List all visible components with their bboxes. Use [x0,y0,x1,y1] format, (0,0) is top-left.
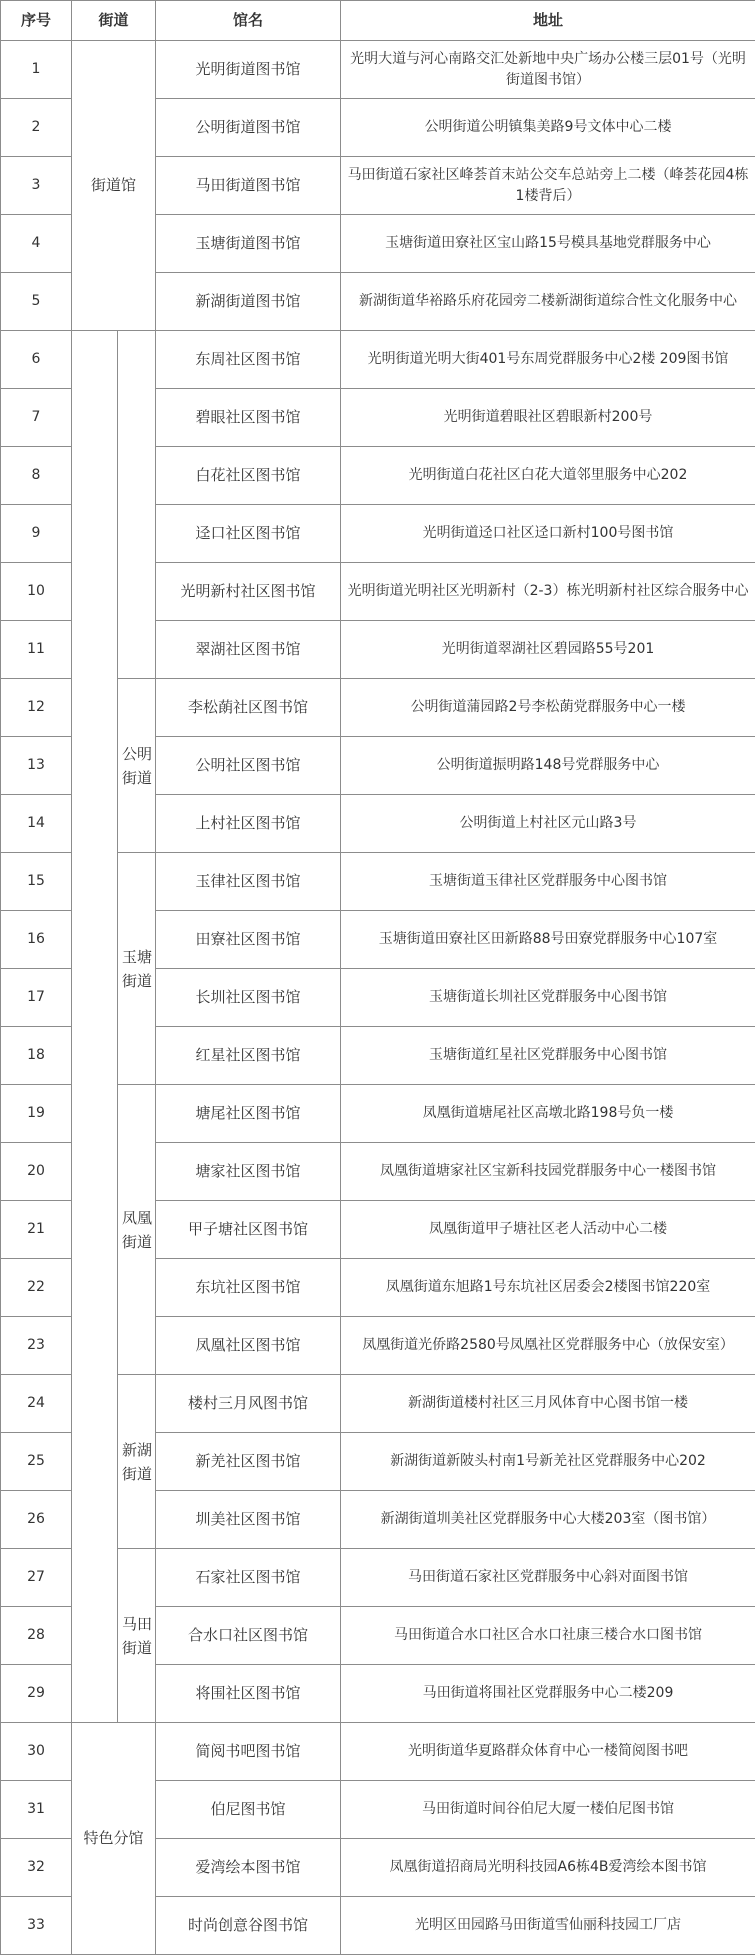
library-name: 玉塘街道图书馆 [156,215,341,273]
row-number: 10 [1,563,72,621]
row-number: 23 [1,1317,72,1375]
library-address: 马田街道将围社区党群服务中心二楼209 [341,1665,755,1723]
row-number: 26 [1,1491,72,1549]
library-address: 凤凰街道东旭路1号东坑社区居委会2楼图书馆220室 [341,1259,755,1317]
row-number: 25 [1,1433,72,1491]
row-number: 11 [1,621,72,679]
row-number: 4 [1,215,72,273]
library-address: 凤凰街道甲子塘社区老人活动中心二楼 [341,1201,755,1259]
subgroup-label: 马田街道 [122,1612,152,1660]
row-number: 14 [1,795,72,853]
header-address: 地址 [341,1,755,41]
library-address: 公明街道公明镇集美路9号文体中心二楼 [341,99,755,157]
row-number: 7 [1,389,72,447]
subgroup-label: 公明街道 [122,742,152,790]
library-name: 红星社区图书馆 [156,1027,341,1085]
library-name: 长圳社区图书馆 [156,969,341,1027]
row-number: 32 [1,1839,72,1897]
library-address: 凤凰街道塘尾社区高墩北路198号负一楼 [341,1085,755,1143]
row-number: 29 [1,1665,72,1723]
row-number: 12 [1,679,72,737]
subgroup-guangming [118,331,156,679]
header-street: 街道 [72,1,156,41]
library-address: 公明街道上村社区元山路3号 [341,795,755,853]
library-address: 马田街道石家社区峰荟首末站公交车总站旁上二楼（峰荟花园4栋1楼背后） [341,157,755,215]
subgroup-label: 玉塘街道 [122,945,152,993]
library-address: 光明街道碧眼社区碧眼新村200号 [341,389,755,447]
library-name: 新羌社区图书馆 [156,1433,341,1491]
library-address: 光明大道与河心南路交汇处新地中央广场办公楼三层01号（光明街道图书馆） [341,41,755,99]
library-address: 马田街道石家社区党群服务中心斜对面图书馆 [341,1549,755,1607]
library-name: 凤凰社区图书馆 [156,1317,341,1375]
group-special: 特色分馆 [72,1723,156,1955]
library-address: 公明街道蒲园路2号李松蓢党群服务中心一楼 [341,679,755,737]
library-name: 塘家社区图书馆 [156,1143,341,1201]
subgroup-label: 新湖街道 [122,1438,152,1486]
library-name: 光明新村社区图书馆 [156,563,341,621]
library-address: 光明街道光明大街401号东周党群服务中心2楼 209图书馆 [341,331,755,389]
subgroup-yutang [118,853,156,1085]
subgroup-matian [118,1549,156,1723]
library-address: 光明区田园路马田街道雪仙丽科技园工厂店 [341,1897,755,1955]
library-address: 新湖街道圳美社区党群服务中心大楼203室（图书馆） [341,1491,755,1549]
library-name: 简阅书吧图书馆 [156,1723,341,1781]
row-number: 9 [1,505,72,563]
library-name: 合水口社区图书馆 [156,1607,341,1665]
library-address: 光明街道迳口社区迳口新村100号图书馆 [341,505,755,563]
library-name: 楼村三月风图书馆 [156,1375,341,1433]
row-number: 28 [1,1607,72,1665]
library-address: 光明街道白花社区白花大道邻里服务中心202 [341,447,755,505]
library-name: 公明街道图书馆 [156,99,341,157]
library-name: 东周社区图书馆 [156,331,341,389]
subgroup-gongming [118,679,156,853]
library-name: 伯尼图书馆 [156,1781,341,1839]
row-number: 31 [1,1781,72,1839]
table-row [1,41,755,99]
header-row [1,1,755,41]
library-address: 光明街道光明社区光明新村（2-3）栋光明新村社区综合服务中心 [341,563,755,621]
library-address: 凤凰街道招商局光明科技园A6栋4B爱湾绘本图书馆 [341,1839,755,1897]
row-number: 24 [1,1375,72,1433]
library-name: 白花社区图书馆 [156,447,341,505]
library-address: 玉塘街道田寮社区宝山路15号模具基地党群服务中心 [341,215,755,273]
community-group-spacer [72,331,118,1723]
header-seq: 序号 [1,1,72,41]
subgroup-fenghuang [118,1085,156,1375]
library-address: 公明街道振明路148号党群服务中心 [341,737,755,795]
table-row [1,331,755,389]
row-number: 15 [1,853,72,911]
library-name: 甲子塘社区图书馆 [156,1201,341,1259]
library-address: 马田街道时间谷伯尼大厦一楼伯尼图书馆 [341,1781,755,1839]
row-number: 13 [1,737,72,795]
library-address: 光明街道华夏路群众体育中心一楼简阅图书吧 [341,1723,755,1781]
row-number: 2 [1,99,72,157]
library-name: 塘尾社区图书馆 [156,1085,341,1143]
library-name: 马田街道图书馆 [156,157,341,215]
table-row [1,1723,755,1781]
library-address: 光明街道翠湖社区碧园路55号201 [341,621,755,679]
row-number: 20 [1,1143,72,1201]
row-number: 22 [1,1259,72,1317]
row-number: 19 [1,1085,72,1143]
library-address: 新湖街道华裕路乐府花园旁二楼新湖街道综合性文化服务中心 [341,273,755,331]
library-name: 碧眼社区图书馆 [156,389,341,447]
row-number: 30 [1,1723,72,1781]
library-address: 凤凰街道光侨路2580号凤凰社区党群服务中心（放保安室） [341,1317,755,1375]
library-name: 新湖街道图书馆 [156,273,341,331]
library-address: 玉塘街道长圳社区党群服务中心图书馆 [341,969,755,1027]
library-name: 迳口社区图书馆 [156,505,341,563]
library-address: 新湖街道楼村社区三月风体育中心图书馆一楼 [341,1375,755,1433]
library-name: 上村社区图书馆 [156,795,341,853]
library-name: 圳美社区图书馆 [156,1491,341,1549]
group-street-library: 街道馆 [72,41,156,331]
row-number: 8 [1,447,72,505]
library-name: 东坑社区图书馆 [156,1259,341,1317]
library-name: 时尚创意谷图书馆 [156,1897,341,1955]
library-name: 玉律社区图书馆 [156,853,341,911]
library-address: 玉塘街道田寮社区田新路88号田寮党群服务中心107室 [341,911,755,969]
library-address: 新湖街道新陂头村南1号新羌社区党群服务中心202 [341,1433,755,1491]
row-number: 17 [1,969,72,1027]
row-number: 27 [1,1549,72,1607]
row-number: 33 [1,1897,72,1955]
library-name: 光明街道图书馆 [156,41,341,99]
library-address: 玉塘街道玉律社区党群服务中心图书馆 [341,853,755,911]
library-name: 爱湾绘本图书馆 [156,1839,341,1897]
library-name: 田寮社区图书馆 [156,911,341,969]
library-address: 凤凰街道塘家社区宝新科技园党群服务中心一楼图书馆 [341,1143,755,1201]
row-number: 21 [1,1201,72,1259]
row-number: 5 [1,273,72,331]
subgroup-label: 凤凰街道 [122,1206,152,1254]
row-number: 1 [1,41,72,99]
library-name: 石家社区图书馆 [156,1549,341,1607]
row-number: 18 [1,1027,72,1085]
header-name: 馆名 [156,1,341,41]
library-name: 翠湖社区图书馆 [156,621,341,679]
library-address: 玉塘街道红星社区党群服务中心图书馆 [341,1027,755,1085]
library-address: 马田街道合水口社区合水口社康三楼合水口图书馆 [341,1607,755,1665]
row-number: 6 [1,331,72,389]
row-number: 16 [1,911,72,969]
row-number: 3 [1,157,72,215]
library-name: 李松蓢社区图书馆 [156,679,341,737]
subgroup-xinhu [118,1375,156,1549]
library-name: 将围社区图书馆 [156,1665,341,1723]
library-name: 公明社区图书馆 [156,737,341,795]
